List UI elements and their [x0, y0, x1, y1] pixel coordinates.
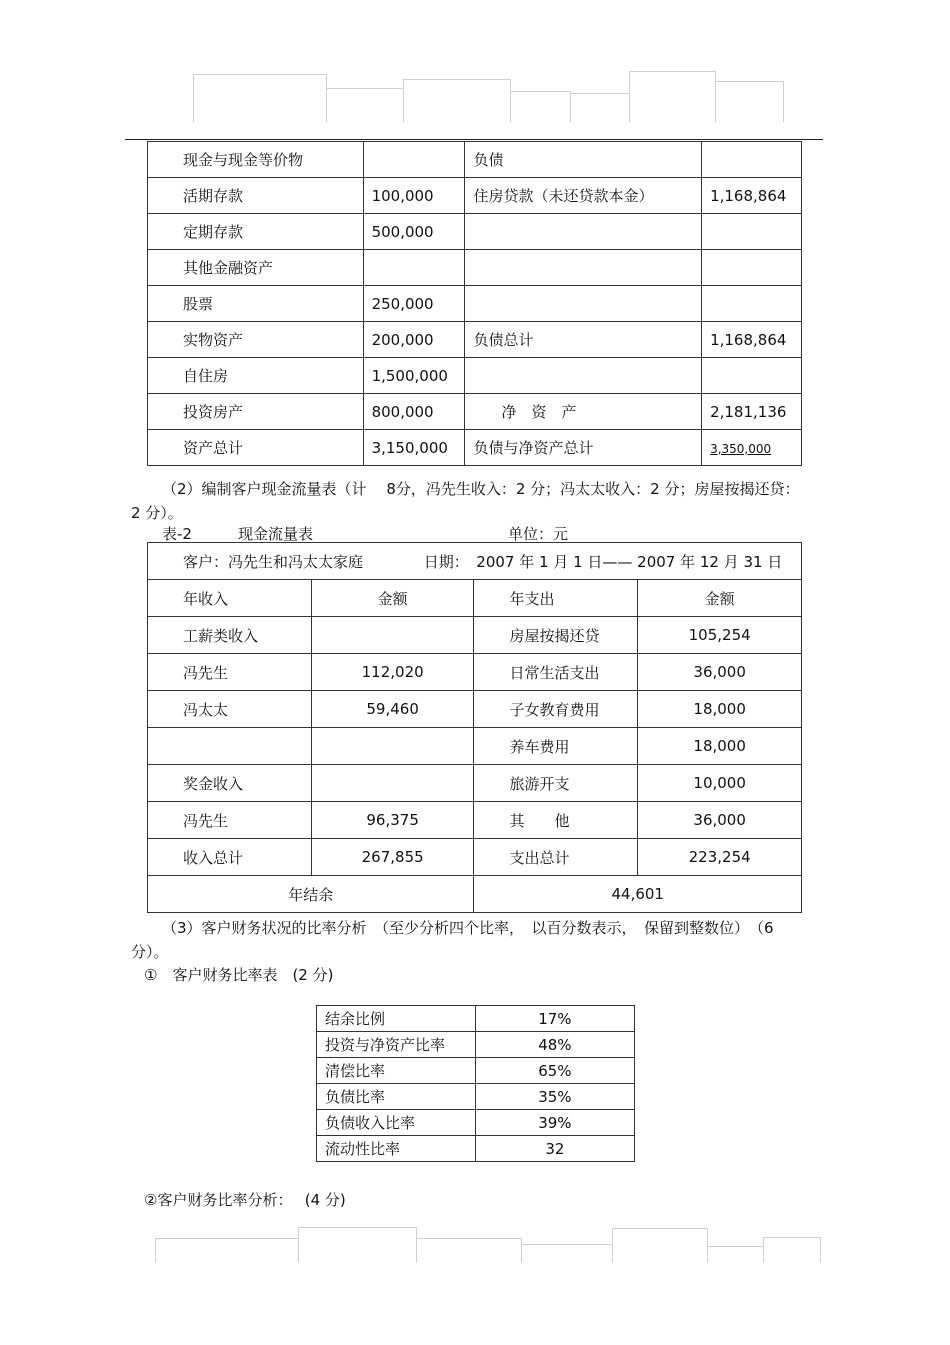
liability-value	[702, 430, 802, 466]
expense-amount: 223,254	[638, 839, 802, 876]
ratio-name: 负债比率	[317, 1084, 476, 1110]
ratio-name: 投资与净资产比率	[317, 1032, 476, 1058]
footer-decoration	[521, 1244, 613, 1263]
expense-amount-header: 金额	[638, 580, 802, 617]
expense-amount: 10,000	[638, 765, 802, 802]
annual-balance-value: 44,601	[474, 876, 802, 913]
paragraph-2-line-1: （2）编制客户现金流量表（计 8分，冯先生收入：2 分；冯太太收入：2 分；房屋按揭还贷：	[162, 480, 800, 498]
table-row	[148, 617, 802, 654]
financial-ratio-table	[316, 1005, 635, 1162]
expense-label: 支出总计	[474, 839, 638, 876]
period-date: 日期： 2007 年 1 月 1 日—— 2007 年 12 月 31 日	[423, 552, 783, 571]
table-row	[148, 876, 802, 913]
asset-label: 现金与现金等价物	[148, 142, 364, 178]
asset-label: 自住房	[148, 358, 364, 394]
income-amount: 112,020	[311, 654, 474, 691]
asset-label: 股票	[148, 286, 364, 322]
asset-value: 1,500,000	[363, 358, 465, 394]
asset-value: 100,000	[363, 178, 465, 214]
annual-balance-label: 年结余	[148, 876, 474, 913]
table-row	[317, 1110, 635, 1136]
table-row	[317, 1058, 635, 1084]
asset-label: 资产总计	[148, 430, 364, 466]
footer-decoration	[298, 1227, 417, 1263]
table-2-label: 表-2	[162, 525, 192, 543]
table-row	[148, 178, 802, 214]
liability-value	[702, 250, 802, 286]
asset-value: 800,000	[363, 394, 465, 430]
total-value-underlined: 3,350,000	[710, 441, 772, 456]
income-label: 冯先生	[148, 654, 312, 691]
ratio-name: 清偿比率	[317, 1058, 476, 1084]
liability-label: 住房贷款（未还贷款本金）	[465, 178, 702, 214]
expense-amount: 18,000	[638, 728, 802, 765]
liability-value: 2,181,136	[702, 394, 802, 430]
liability-label	[465, 358, 702, 394]
ratio-value: 65%	[475, 1058, 634, 1084]
asset-value: 200,000	[363, 322, 465, 358]
subheading-ratio-analysis: ②客户财务比率分析： (4 分)	[144, 1191, 346, 1209]
cash-flow-table	[147, 542, 802, 913]
expense-header: 年支出	[474, 580, 638, 617]
income-header: 年收入	[148, 580, 312, 617]
liability-value: 1,168,864	[702, 178, 802, 214]
table-row	[148, 430, 802, 466]
table-row	[148, 802, 802, 839]
footer-decoration	[763, 1237, 821, 1263]
expense-amount: 18,000	[638, 691, 802, 728]
table-row	[148, 358, 802, 394]
liability-label: 负债与净资产总计	[465, 430, 702, 466]
table-row	[148, 654, 802, 691]
table-row	[148, 142, 802, 178]
table-row	[148, 765, 802, 802]
balance-sheet-table	[147, 141, 802, 466]
asset-value: 500,000	[363, 214, 465, 250]
asset-label: 活期存款	[148, 178, 364, 214]
ratio-name: 负债收入比率	[317, 1110, 476, 1136]
income-amount: 96,375	[311, 802, 474, 839]
asset-label: 投资房产	[148, 394, 364, 430]
asset-label: 其他金融资产	[148, 250, 364, 286]
table-2-unit: 单位：元	[508, 525, 569, 543]
table-row	[148, 214, 802, 250]
header-decoration	[326, 88, 404, 122]
liability-value	[702, 142, 802, 178]
ratio-name: 流动性比率	[317, 1136, 476, 1162]
asset-value: 250,000	[363, 286, 465, 322]
table-row	[148, 322, 802, 358]
income-label: 收入总计	[148, 839, 312, 876]
income-amount-header: 金额	[311, 580, 474, 617]
ratio-value: 39%	[475, 1110, 634, 1136]
liability-label: 净 资 产	[465, 394, 702, 430]
table-row	[148, 543, 802, 580]
asset-label: 实物资产	[148, 322, 364, 358]
ratio-name: 结余比例	[317, 1006, 476, 1032]
liability-label	[465, 250, 702, 286]
liability-value	[702, 286, 802, 322]
expense-label: 日常生活支出	[474, 654, 638, 691]
expense-amount: 36,000	[638, 654, 802, 691]
income-amount	[311, 617, 474, 654]
footer-decoration	[155, 1238, 299, 1263]
liability-value	[702, 214, 802, 250]
footer-decoration	[707, 1246, 764, 1263]
header-decoration	[193, 74, 327, 122]
income-amount: 59,460	[311, 691, 474, 728]
expense-label: 其 他	[474, 802, 638, 839]
liability-label: 负债总计	[465, 322, 702, 358]
income-label	[148, 728, 312, 765]
header-decoration	[403, 79, 511, 122]
table-row	[317, 1032, 635, 1058]
income-amount	[311, 728, 474, 765]
table-row	[148, 250, 802, 286]
liability-label	[465, 286, 702, 322]
footer-decoration	[416, 1238, 522, 1263]
liability-label	[465, 214, 702, 250]
income-amount	[311, 765, 474, 802]
income-label: 冯先生	[148, 802, 312, 839]
header-decoration	[715, 81, 784, 122]
subheading-ratio-table: ① 客户财务比率表 (2 分)	[144, 966, 334, 984]
table-row	[148, 839, 802, 876]
table-row	[317, 1084, 635, 1110]
liability-value: 1,168,864	[702, 322, 802, 358]
liability-value	[702, 358, 802, 394]
paragraph-3-line-1: （3）客户财务状况的比率分析 （至少分析四个比率， 以百分数表示， 保留到整数位） （6	[162, 919, 774, 937]
asset-value	[363, 142, 465, 178]
header-decoration	[510, 91, 571, 122]
table-row	[317, 1006, 635, 1032]
asset-value	[363, 250, 465, 286]
income-label: 工薪类收入	[148, 617, 312, 654]
expense-label: 房屋按揭还贷	[474, 617, 638, 654]
liability-label: 负债	[465, 142, 702, 178]
table-2-title: 现金流量表	[238, 525, 314, 543]
expense-amount: 105,254	[638, 617, 802, 654]
client-date-row	[148, 543, 802, 580]
expense-label: 子女教育费用	[474, 691, 638, 728]
client-name: 客户：冯先生和冯太太家庭	[183, 552, 364, 571]
income-label: 冯太太	[148, 691, 312, 728]
expense-label: 旅游开支	[474, 765, 638, 802]
expense-amount: 36,000	[638, 802, 802, 839]
table-row	[148, 394, 802, 430]
ratio-value: 48%	[475, 1032, 634, 1058]
paragraph-3-line-2: 分）。	[131, 943, 169, 961]
asset-value: 3,150,000	[363, 430, 465, 466]
expense-label: 养车费用	[474, 728, 638, 765]
table-header-row	[148, 580, 802, 617]
income-amount: 267,855	[311, 839, 474, 876]
header-decoration	[570, 93, 630, 122]
asset-label: 定期存款	[148, 214, 364, 250]
table-row	[148, 691, 802, 728]
ratio-value: 32	[475, 1136, 634, 1162]
header-rule	[125, 139, 823, 140]
paragraph-2-line-2: 2 分）。	[131, 504, 183, 522]
ratio-value: 35%	[475, 1084, 634, 1110]
table-row	[148, 728, 802, 765]
ratio-value: 17%	[475, 1006, 634, 1032]
table-row	[148, 286, 802, 322]
income-label: 奖金收入	[148, 765, 312, 802]
table-row	[317, 1136, 635, 1162]
footer-decoration	[612, 1228, 708, 1263]
header-decoration	[629, 71, 716, 122]
